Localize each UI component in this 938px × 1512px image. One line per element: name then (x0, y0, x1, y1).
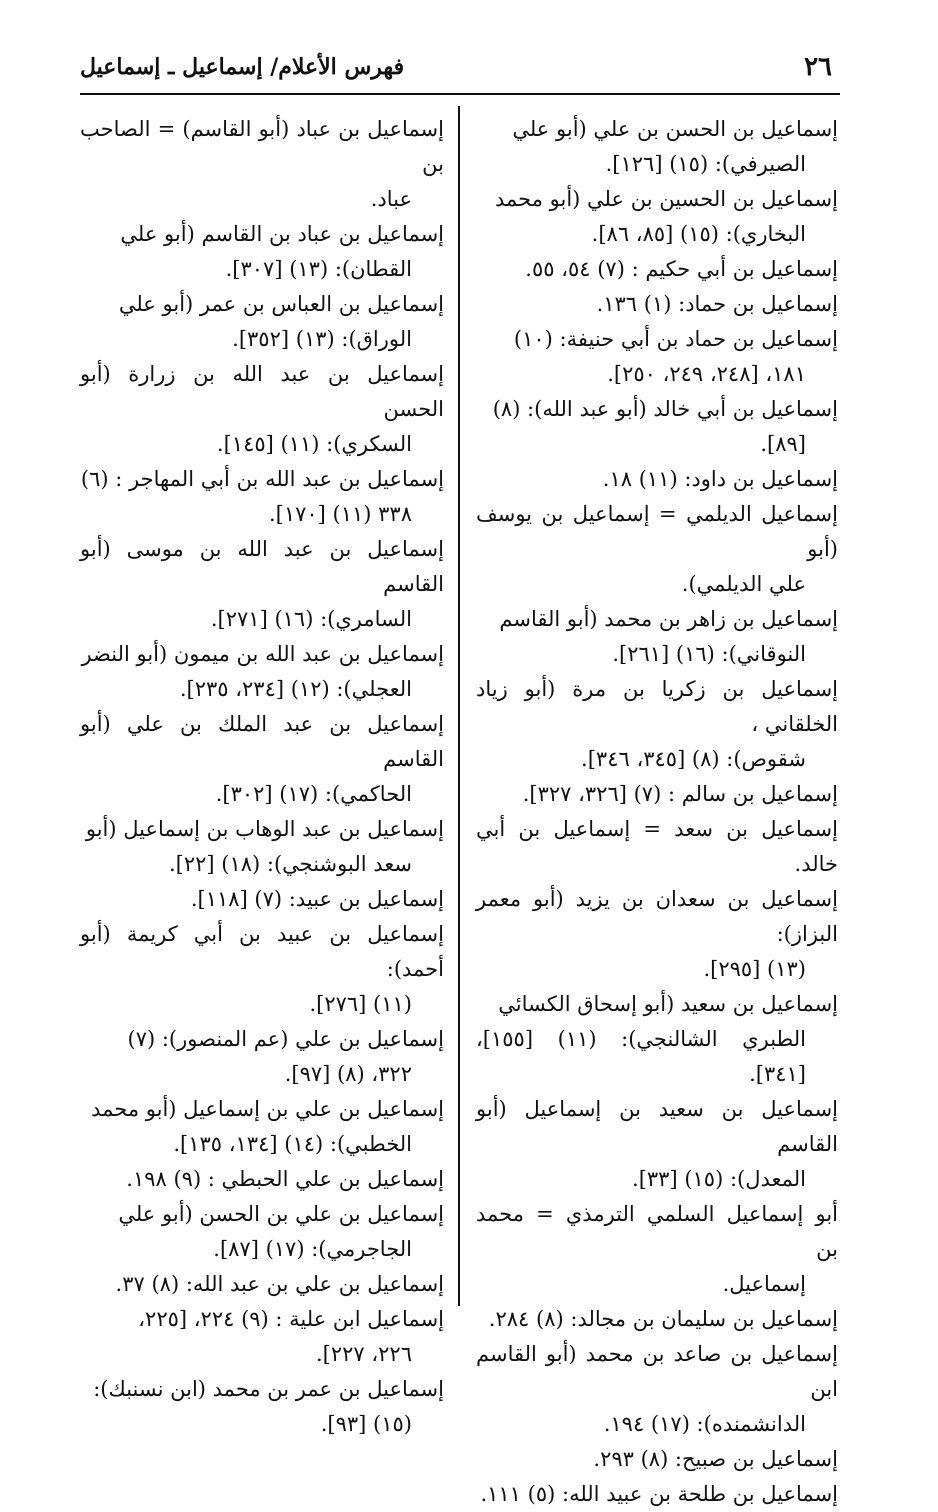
entry-line: إسماعيل بن سعد = إسماعيل بن أبي خالد. (476, 817, 838, 876)
entry-continuation: الوراق): (١٣) [٣٥٢]. (232, 327, 412, 351)
entry-continuation: ٣٣٨ (١١) [١٧٠]. (268, 502, 412, 526)
index-entry (80, 462, 444, 532)
index-entry (476, 1092, 838, 1197)
entry-line: إسماعيل بن علي الحبطي : (٩) ١٩٨. (126, 1167, 444, 1191)
index-entry (476, 1197, 838, 1302)
entry-continuation: ٣٢٢، (٨) [٩٧]. (284, 1062, 412, 1086)
entry-continuation: علي الديلمي). (681, 572, 806, 596)
entry-line: إسماعيل بن سليمان بن مجالد: (٨) ٢٨٤. (488, 1307, 838, 1331)
entry-line: إسماعيل بن الحسن بن علي (أبو علي (512, 117, 838, 141)
entry-continuation: (١٥) [٩٣]. (320, 1412, 412, 1436)
entry-line: إسماعيل بن سعدان بن يزيد (أبو معمر البزاز): (476, 887, 838, 946)
entry-line: إسماعيل بن عبد الله بن ميمون (أبو النضر (81, 642, 444, 666)
entry-line: إسماعيل بن عباد (أبو القاسم) = الصاحب بن (80, 117, 444, 176)
index-entry (476, 112, 838, 182)
entry-line: إسماعيل بن علي بن الحسن (أبو علي (118, 1202, 444, 1226)
entry-continuation: الحاكمي): (١٧) [٣٠٢]. (215, 782, 412, 806)
entry-continuation: سعد البوشنجي): (١٨) [٢٢]. (168, 852, 412, 876)
entry-line: إسماعيل ابن علية : (٩) ٢٢٤، [٢٢٥، (138, 1307, 444, 1331)
entry-continuation: الخطبي): (١٤) [١٣٤، ١٣٥]. (173, 1132, 412, 1156)
index-entry (80, 1267, 444, 1302)
index-entry (476, 252, 838, 287)
index-entry (476, 322, 838, 392)
entry-line: إسماعيل بن علي بن عبد الله: (٨) ٣٧. (115, 1272, 444, 1296)
entry-line: إسماعيل بن أبي خالد (أبو عبد الله): (٨) (492, 397, 838, 421)
entry-continuation: (١١) [٢٧٦]. (309, 992, 412, 1016)
entry-continuation: الجاجرمي): (١٧) [٨٧]. (213, 1237, 412, 1261)
entry-line: إسماعيل بن زاهر بن محمد (أبو القاسم (499, 607, 838, 631)
entry-line: إسماعيل بن عبد الله بن أبي المهاجر : (٦) (80, 467, 444, 491)
entry-line: إسماعيل بن طلحة بن عبيد الله: (٥) ١١١. (480, 1482, 838, 1506)
entry-continuation: عباد. (370, 187, 412, 211)
entry-line: إسماعيل بن عمر بن محمد (ابن نسنبك): (93, 1377, 444, 1401)
index-entry (476, 287, 838, 322)
running-title: فهرس الأعلام/ إسماعيل ـ إسماعيل (80, 54, 405, 80)
index-entry (80, 917, 444, 1022)
header-rule (80, 93, 840, 95)
index-column-right (476, 112, 838, 1512)
index-entry (80, 217, 444, 287)
entry-line: إسماعيل بن علي (عم المنصور): (٧) (127, 1027, 444, 1051)
index-entry (476, 1337, 838, 1442)
entry-continuation: العجلي): (١٢) [٢٣٤، ٢٣٥]. (179, 677, 412, 701)
entry-line: إسماعيل بن العباس بن عمر (أبو علي (118, 292, 444, 316)
entry-line: إسماعيل بن صاعد بن محمد (أبو القاسم ابن (476, 1342, 838, 1401)
index-entry (80, 812, 444, 882)
entry-line: إسماعيل بن سعيد بن إسماعيل (أبو القاسم (476, 1097, 838, 1156)
entry-line: إسماعيل بن داود: (١١) ١٨. (602, 467, 838, 491)
index-entry (476, 1477, 838, 1512)
index-entry (80, 1372, 444, 1442)
entry-continuation: القطان): (١٣) [٣٠٧]. (225, 257, 412, 281)
index-entry (80, 707, 444, 812)
entry-continuation: الطبري الشالنجي): (١١) [١٥٥]، [٣٤١]. (476, 1027, 806, 1086)
index-entry (80, 1022, 444, 1092)
index-entry (80, 637, 444, 707)
index-entry (80, 882, 444, 917)
index-entry (476, 672, 838, 777)
entry-line: أبو إسماعيل السلمي الترمذي = محمد بن (476, 1202, 838, 1261)
entry-line: إسماعيل بن زكريا بن مرة (أبو زياد الخلقاني ، (476, 677, 838, 736)
entry-line: إسماعيل بن عبد الملك بن علي (أبو القاسم (80, 712, 444, 771)
entry-line: إسماعيل بن عباد بن القاسم (أبو علي (120, 222, 444, 246)
entry-continuation: [٨٩]. (760, 432, 806, 456)
entry-continuation: ١٨١، [٢٤٨، ٢٤٩، ٢٥٠]. (607, 362, 806, 386)
index-entry (476, 392, 838, 462)
index-entry (476, 462, 838, 497)
entry-continuation: البخاري): (١٥) [٨٥، ٨٦]. (591, 222, 806, 246)
index-entry (476, 497, 838, 602)
index-entry (476, 812, 838, 882)
entry-continuation: إسماعيل. (722, 1272, 806, 1296)
entry-line: إسماعيل بن حماد بن أبي حنيفة: (١٠) (513, 327, 838, 351)
index-entry (80, 1092, 444, 1162)
index-entry (476, 987, 838, 1092)
page-header (80, 52, 840, 94)
entry-continuation: الدانشمنده): (١٧) ١٩٤. (603, 1412, 806, 1436)
entry-line: إسماعيل بن سعيد (أبو إسحاق الكسائي (498, 992, 838, 1016)
index-entry (80, 1197, 444, 1267)
entry-line: إسماعيل بن عبيد: (٧) [١١٨]. (190, 887, 444, 911)
entry-continuation: السكري): (١١) [١٤٥]. (216, 432, 412, 456)
index-entry (80, 1162, 444, 1197)
index-entry (476, 602, 838, 672)
entry-line: إسماعيل بن عبد الله بن موسى (أبو القاسم (80, 537, 444, 596)
entry-continuation: السامري): (١٦) [٢٧١]. (210, 607, 412, 631)
entry-line: إسماعيل بن صبيح: (٨) ٢٩٣. (593, 1447, 838, 1471)
entry-continuation: الصيرفي): (١٥) [١٢٦]. (605, 152, 806, 176)
index-entry (476, 182, 838, 252)
entry-line: إسماعيل بن الحسين بن علي (أبو محمد (495, 187, 838, 211)
entry-line: إسماعيل بن عبيد بن أبي كريمة (أبو أحمد): (80, 922, 444, 981)
index-entry (80, 112, 444, 217)
column-divider (458, 106, 460, 1306)
index-column-left (80, 112, 444, 1442)
entry-continuation: المعدل): (١٥) [٣٣]. (632, 1167, 806, 1191)
entry-continuation: (١٣) [٢٩٥]. (703, 957, 806, 981)
entry-line: إسماعيل بن عبد الله بن زرارة (أبو الحسن (80, 362, 444, 421)
entry-line: إسماعيل بن علي بن إسماعيل (أبو محمد (91, 1097, 444, 1121)
page-number: ٢٦ (804, 52, 832, 82)
index-entry (80, 532, 444, 637)
entry-continuation: ٢٢٦، ٢٢٧]. (315, 1342, 412, 1366)
entry-line: إسماعيل بن حماد: (١) ١٣٦. (596, 292, 838, 316)
index-entry (80, 287, 444, 357)
entry-continuation: النوقاني): (١٦) [٢٦١]. (612, 642, 806, 666)
index-entry (476, 882, 838, 987)
index-entry (80, 1302, 444, 1372)
index-entry (476, 1442, 838, 1477)
entry-line: إسماعيل الديلمي = إسماعيل بن يوسف (أبو (476, 502, 838, 561)
entry-line: إسماعيل بن أبي حكيم : (٧) ٥٤، ٥٥. (525, 257, 838, 281)
index-entry (80, 357, 444, 462)
index-entry (476, 1302, 838, 1337)
index-entry (476, 777, 838, 812)
entry-line: إسماعيل بن عبد الوهاب بن إسماعيل (أبو (85, 817, 444, 841)
entry-line: إسماعيل بن سالم : (٧) [٣٢٦، ٣٢٧]. (522, 782, 838, 806)
entry-continuation: شقوص): (٨) [٣٤٥، ٣٤٦]. (581, 747, 806, 771)
